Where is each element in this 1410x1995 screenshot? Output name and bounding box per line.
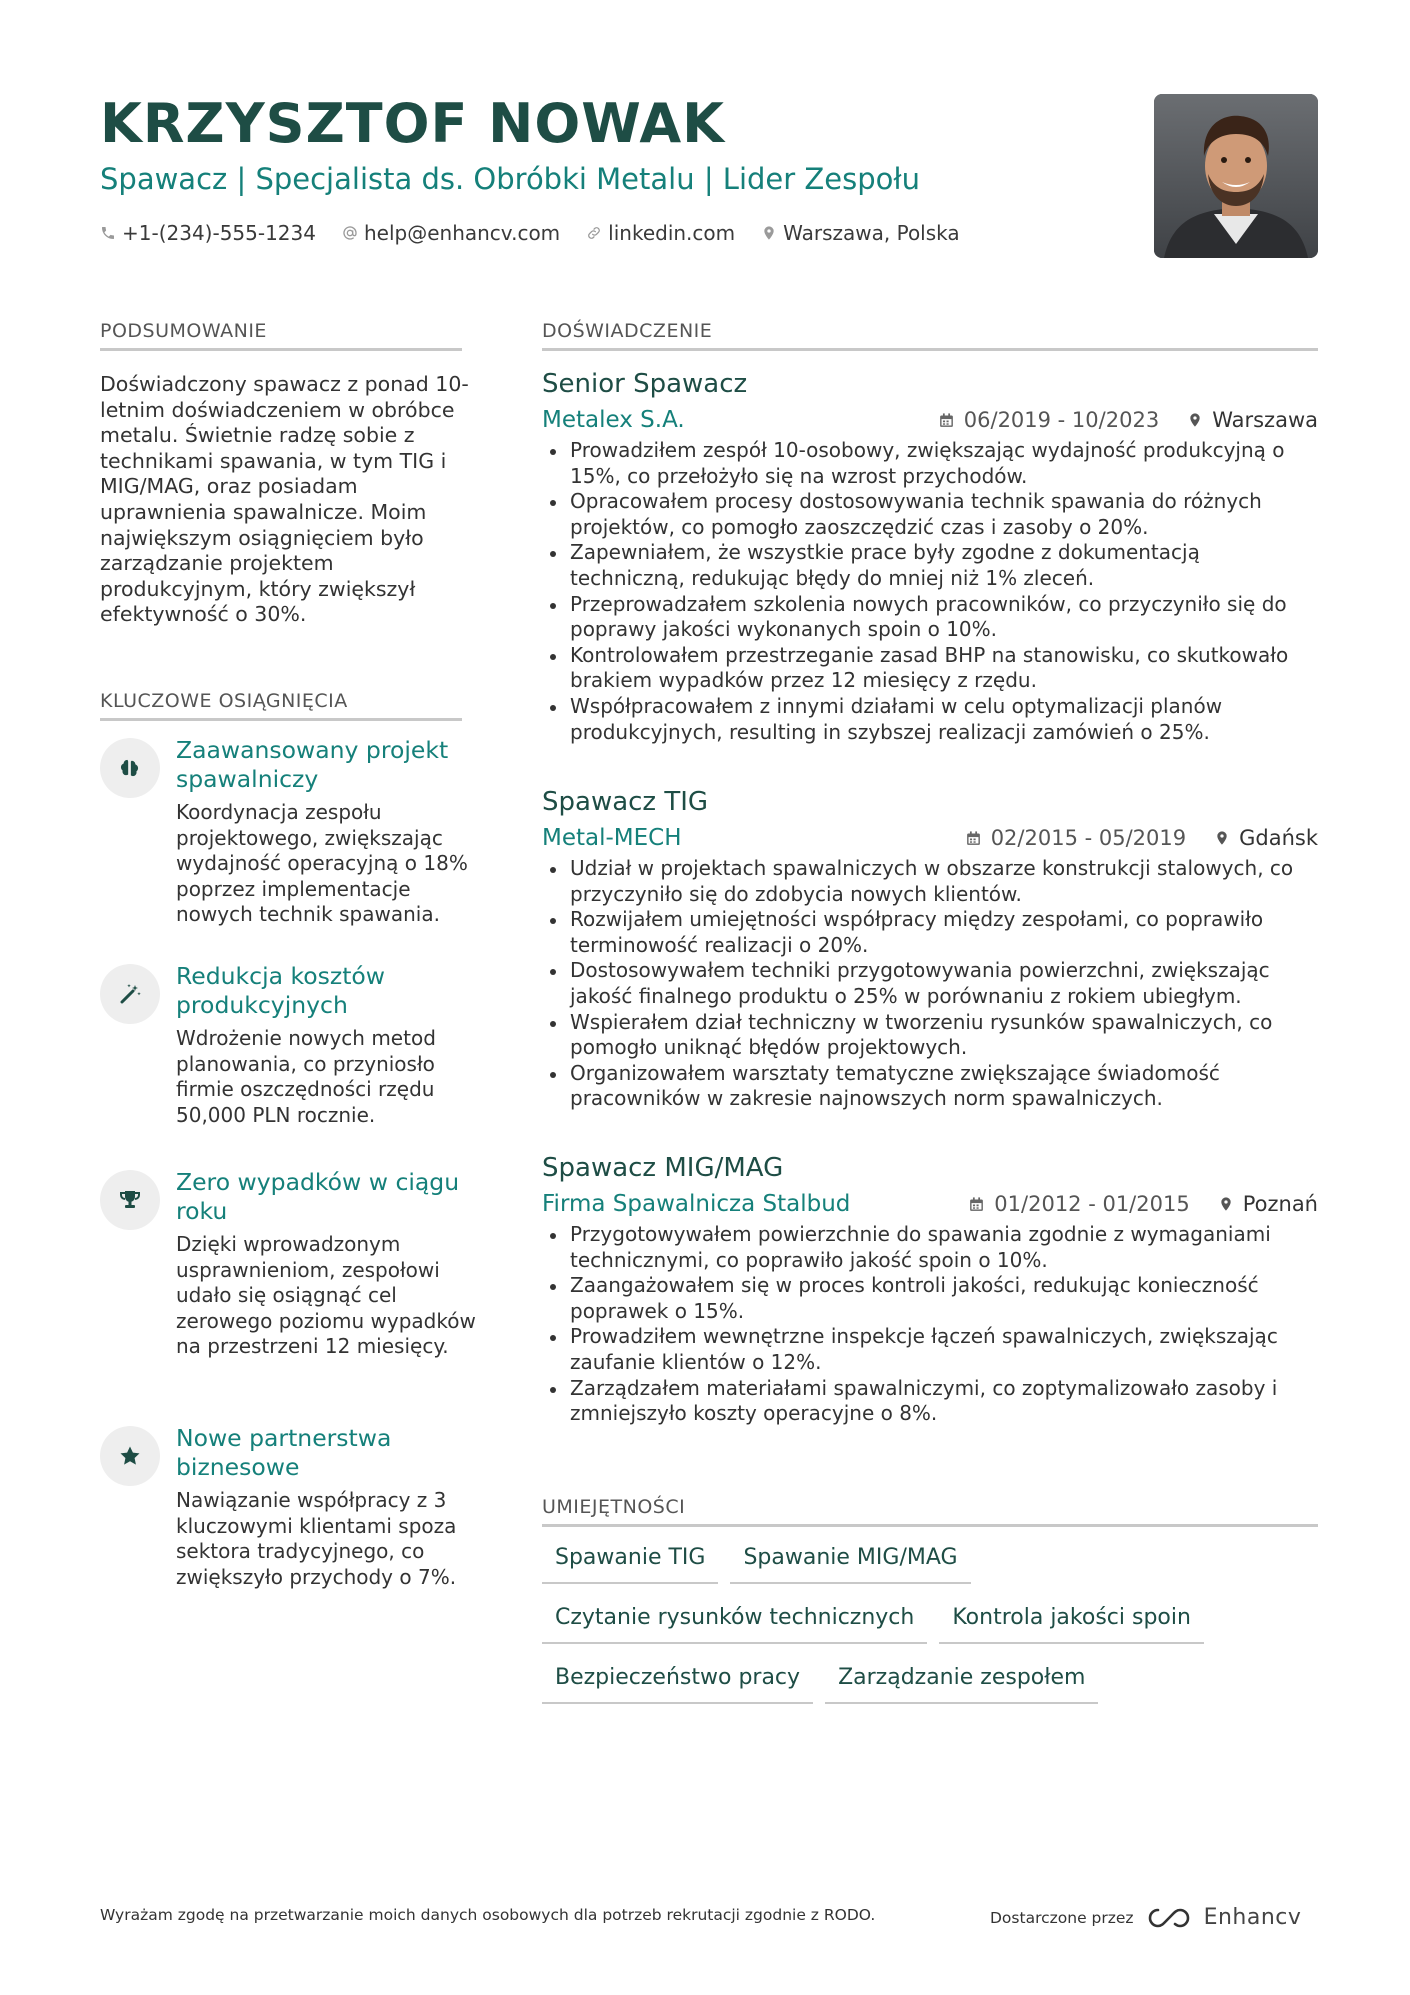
job-dates-text: 06/2019 - 10/2023 — [963, 408, 1160, 432]
job-bullet: Wspierałem dział techniczny w tworzeniu rysunków spawalniczych, co pomogło uniknąć błędów projektowych. — [542, 1010, 1318, 1061]
powered-by-text: Dostarczone przez — [990, 1908, 1134, 1927]
enhancv-logo-icon — [1146, 1906, 1192, 1930]
summary-heading: PODSUMOWANIE — [100, 320, 462, 351]
brand-name: Enhancv — [1203, 1905, 1302, 1930]
summary-text: Doświadczony spawacz z ponad 10-letnim doświadczeniem w obróbce metalu. Świetnie radzę sobie z technikami spawania, w tym TIG i MIG/MAG, oraz posiadam uprawnienia spawalnicze. Moim największym osiągnięciem było zarządzanie projektem produkcyjnym, który zwiększył efektywność o 30%. — [100, 372, 469, 627]
skill-row — [542, 1664, 1318, 1704]
skill-tag: Bezpieczeństwo pracy — [542, 1664, 813, 1704]
calendar-icon — [965, 830, 982, 847]
rodo-consent: Wyrażam zgodę na przetwarzanie moich danych osobowych dla potrzeb rekrutacji zgodnie z RODO. — [100, 1906, 876, 1924]
job-dates-text: 02/2015 - 05/2019 — [990, 826, 1187, 850]
job-bullets — [542, 1222, 1318, 1427]
skill-tag: Spawanie MIG/MAG — [730, 1544, 970, 1584]
candidate-subtitle: Spawacz | Specjalista ds. Obróbki Metalu | Lider Zespołu — [100, 162, 921, 196]
job-bullet: Udział w projektach spawalniczych w obszarze konstrukcji stalowych, co przyczyniło się do zdobycia nowych klientów. — [542, 856, 1318, 907]
job-meta — [968, 1186, 1318, 1222]
achievement-title: Zero wypadków w ciągu roku — [176, 1168, 460, 1225]
location-pin-icon — [1218, 1195, 1234, 1213]
job-dates — [965, 820, 1186, 856]
job-company: Firma Spawalnicza Stalbud — [542, 1191, 851, 1217]
job-bullet: Współpracowałem z innymi działami w celu optymalizacji planów produkcyjnych, resulting in szybszej realizacji zamówień o 25%. — [542, 694, 1318, 745]
achievement-desc: Wdrożenie nowych metod planowania, co przyniosło firmie oszczędności rzędu 50,000 PLN rocznie. — [176, 1026, 436, 1127]
job-bullet: Organizowałem warsztaty tematyczne zwiększające świadomość pracowników w zakresie najnowszych norm spawalniczych. — [542, 1061, 1318, 1112]
job-location-text: Warszawa — [1212, 408, 1318, 432]
job-entry — [542, 784, 1318, 1112]
linkedin-text: linkedin.com — [608, 221, 736, 245]
location-pin-icon — [1214, 829, 1230, 847]
achievement-desc: Dzięki wprowadzonym usprawnieniom, zespołowi udało się osiągnąć cel zerowego poziomu wypadków na przestrzeni 12 miesięcy. — [176, 1232, 476, 1359]
at-icon — [342, 225, 358, 241]
contact-location — [761, 221, 960, 245]
job-bullet: Przygotowywałem powierzchnie do spawania zgodnie z wymaganiami technicznymi, co poprawiło jakość spoin o 10%. — [542, 1222, 1318, 1273]
job-company: Metal-MECH — [542, 825, 682, 851]
job-title: Senior Spawacz — [542, 369, 748, 399]
location-text: Warszawa, Polska — [783, 221, 960, 245]
job-location — [1187, 402, 1318, 438]
job-location-text: Gdańsk — [1239, 826, 1318, 850]
achievement-icon-wrap — [100, 1170, 160, 1230]
location-pin-icon — [761, 225, 777, 241]
job-bullet: Kontrolowałem przestrzeganie zasad BHP na stanowisku, co skutkowało brakiem wypadków przez 12 miesięcy z rzędu. — [542, 643, 1318, 694]
achievement-title: Nowe partnerstwa biznesowe — [176, 1424, 392, 1481]
contact-bar — [100, 221, 960, 245]
skill-tag: Czytanie rysunków technicznych — [542, 1604, 927, 1644]
achievement-icon-wrap — [100, 1426, 160, 1486]
job-bullets — [542, 438, 1318, 745]
magic-wand-icon — [118, 982, 142, 1006]
phone-icon — [100, 225, 116, 241]
job-title: Spawacz TIG — [542, 787, 709, 817]
skill-row — [542, 1544, 1318, 1584]
calendar-icon — [968, 1196, 985, 1213]
achievements-heading: KLUCZOWE OSIĄGNIĘCIA — [100, 690, 462, 721]
job-dates-text: 01/2012 - 01/2015 — [994, 1192, 1190, 1216]
achievement-icon-wrap — [100, 964, 160, 1024]
star-icon — [118, 1444, 142, 1468]
skill-tag: Zarządzanie zespołem — [825, 1664, 1098, 1704]
link-icon — [586, 225, 602, 241]
job-bullet: Dostosowywałem techniki przygotowywania powierzchni, zwiększając jakość finalnego produktu o 25% w porównaniu z rokiem ubiegłym. — [542, 958, 1318, 1009]
job-bullet: Zapewniałem, że wszystkie prace były zgodne z dokumentacją techniczną, redukując błędy do mniej niż 1% zleceń. — [542, 540, 1318, 591]
candidate-name: KRZYSZTOF NOWAK — [100, 92, 726, 155]
trophy-icon — [118, 1188, 142, 1212]
job-bullet: Zarządzałem materiałami spawalniczymi, co zoptymalizowało zasoby i zmniejszyło koszty operacyjne o 8%. — [542, 1376, 1318, 1427]
calendar-icon — [938, 412, 955, 429]
job-meta — [938, 402, 1318, 438]
job-location-text: Poznań — [1242, 1192, 1318, 1216]
phone-text: +1-(234)-555-1234 — [122, 221, 316, 245]
achievement-desc: Koordynacja zespołu projektowego, zwiększając wydajność operacyjną o 18% poprzez implementacje nowych technik spawania. — [176, 800, 468, 927]
job-bullets — [542, 856, 1318, 1112]
job-dates — [938, 402, 1159, 438]
job-location — [1214, 820, 1318, 856]
powered-by[interactable] — [990, 1905, 1301, 1930]
skill-tag: Spawanie TIG — [542, 1544, 718, 1584]
achievement-title: Zaawansowany projekt spawalniczy — [176, 736, 449, 793]
job-entry — [542, 366, 1318, 745]
email-text: help@enhancv.com — [363, 221, 561, 245]
skill-tag: Kontrola jakości spoin — [939, 1604, 1204, 1644]
job-bullet: Prowadziłem wewnętrzne inspekcje łączeń spawalniczych, zwiększając zaufanie klientów o 12%. — [542, 1324, 1318, 1375]
job-meta-row — [542, 402, 1318, 438]
job-company: Metalex S.A. — [542, 407, 685, 433]
contact-linkedin[interactable] — [586, 221, 735, 245]
location-pin-icon — [1187, 411, 1203, 429]
profile-photo-illustration — [1154, 94, 1318, 258]
job-entry — [542, 1150, 1318, 1427]
skill-row — [542, 1604, 1318, 1644]
contact-phone[interactable] — [100, 221, 316, 245]
contact-email[interactable] — [342, 221, 560, 245]
achievement-title: Redukcja kosztów produkcyjnych — [176, 962, 386, 1019]
job-meta-row — [542, 1186, 1318, 1222]
experience-heading: DOŚWIADCZENIE — [542, 320, 1318, 351]
job-title: Spawacz MIG/MAG — [542, 1153, 784, 1183]
skills-list — [542, 1544, 1318, 1724]
achievement-desc: Nawiązanie współpracy z 3 kluczowymi klientami spoza sektora tradycyjnego, co zwiększyło przychody o 7%. — [176, 1488, 457, 1589]
job-bullet: Rozwijałem umiejętności współpracy między zespołami, co poprawiło terminowość realizacji o 20%. — [542, 907, 1318, 958]
job-location — [1218, 1186, 1318, 1222]
achievement-icon-wrap — [100, 738, 160, 798]
profile-photo — [1154, 94, 1318, 258]
job-bullet: Prowadziłem zespół 10-osobowy, zwiększając wydajność produkcyjną o 15%, co przełożyło się na wzrost przychodów. — [542, 438, 1318, 489]
skills-heading: UMIEJĘTNOŚCI — [542, 1496, 1318, 1527]
job-bullet: Przeprowadzałem szkolenia nowych pracowników, co przyczyniło się do poprawy jakości wykonanych spoin o 10%. — [542, 592, 1318, 643]
brain-icon — [118, 756, 142, 780]
job-bullet: Zaangażowałem się w proces kontroli jakości, redukując konieczność poprawek o 15%. — [542, 1273, 1318, 1324]
job-bullet: Opracowałem procesy dostosowywania technik spawania do różnych projektów, co pomogło zaoszczędzić czas i zasoby o 20%. — [542, 489, 1318, 540]
job-meta — [965, 820, 1318, 856]
job-dates — [968, 1186, 1189, 1222]
job-meta-row — [542, 820, 1318, 856]
